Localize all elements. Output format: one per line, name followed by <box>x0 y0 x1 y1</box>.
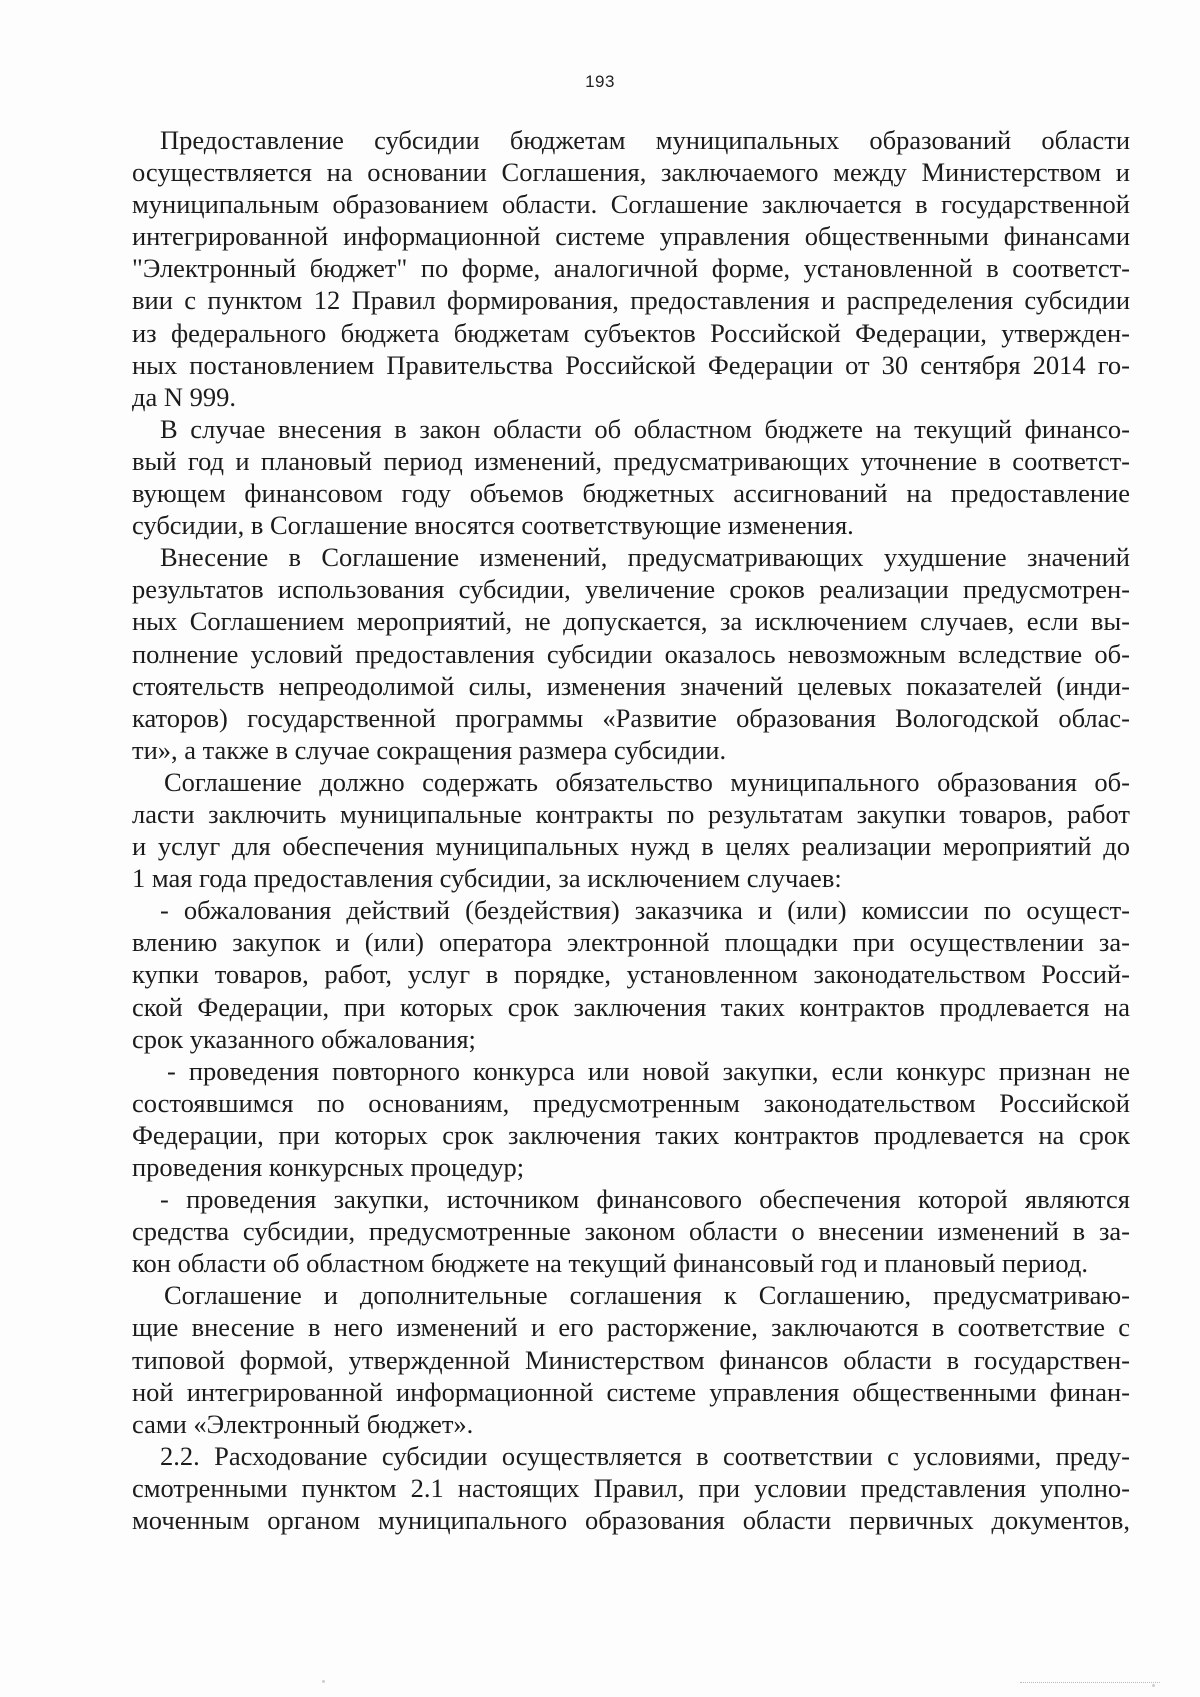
text-line: - обжалования действий (бездействия) заказчика и (или) комиссии по осущест- <box>160 895 1130 926</box>
body-text <box>132 124 1130 1536</box>
text-line: "Электронный бюджет" по форме, аналогичной форме, установленной в соответст- <box>132 253 1130 284</box>
text-line: вии с пунктом 12 Правил формирования, предоставления и распределения субсидии <box>132 285 1130 316</box>
text-line: влению закупок и (или) оператора электронной площадки при осуществлении за- <box>132 927 1130 958</box>
text-line: 2.2. Расходование субсидии осуществляется в соответствии с условиями, преду- <box>160 1440 1130 1471</box>
text-line: сами «Электронный бюджет». <box>132 1408 474 1439</box>
text-line: - проведения закупки, источником финансового обеспечения которой являются <box>160 1184 1130 1215</box>
text-line: щие внесение в него изменений и его расторжение, заключаются в соответствие с <box>132 1312 1130 1343</box>
text-line: проведения конкурсных процедур; <box>132 1152 525 1182</box>
text-line: ных Соглашением мероприятий, не допускается, за исключением случаев, если вы- <box>132 606 1130 637</box>
text-line: результатов использования субсидии, увеличение сроков реализации предусмотрен- <box>132 574 1130 605</box>
text-line: средства субсидии, предусмотренные законом области о внесении изменений в за- <box>132 1216 1130 1247</box>
text-line: кон области об областном бюджете на текущий финансовый год и плановый период. <box>132 1248 1088 1279</box>
text-line: ной интегрированной информационной системе управления общественными финан- <box>132 1376 1130 1407</box>
text-line: Внесение в Соглашение изменений, предусматривающих ухудшение значений <box>160 542 1130 573</box>
text-line: Федерации, при которых срок заключения таких контрактов продлевается на срок <box>132 1119 1130 1150</box>
text-line: из федерального бюджета бюджетам субъектов Российской Федерации, утвержден- <box>132 317 1130 348</box>
text-line: Соглашение должно содержать обязательство муниципального образования об- <box>164 766 1130 797</box>
text-line: моченным органом муниципального образования области первичных документов, <box>132 1505 1130 1536</box>
text-line: ти», а также в случае сокращения размера субсидии. <box>132 734 727 765</box>
text-line: осуществляется на основании Соглашения, заключаемого между Министерством и <box>132 157 1130 188</box>
text-line: типовой формой, утвержденной Министерством финансов области в государствен- <box>132 1344 1130 1375</box>
text-line: ных постановлением Правительства Российской Федерации от 30 сентября 2014 го- <box>132 349 1130 380</box>
text-line: стоятельств непреодолимой силы, изменения значений целевых показателей (инди- <box>132 670 1130 701</box>
text-line: Предоставление субсидии бюджетам муниципальных образований области <box>160 125 1130 155</box>
text-line: В случае внесения в закон области об областном бюджете на текущий финансо- <box>160 413 1130 444</box>
text-line: ской Федерации, при которых срок заключения таких контрактов продлевается на <box>132 991 1130 1022</box>
text-line: каторов) государственной программы «Развитие образования Вологодской облас- <box>132 702 1130 733</box>
text-line: купки товаров, работ, услуг в порядке, установленном законодательством Россий- <box>132 959 1130 990</box>
page-number: 193 <box>585 72 615 91</box>
scan-artifact <box>1152 1684 1155 1687</box>
text-line: - проведения повторного конкурса или новой закупки, если конкурс признан не <box>167 1055 1130 1086</box>
text-line: полнение условий предоставления субсидии оказалось невозможным вследствие об- <box>132 638 1130 669</box>
text-line: и услуг для обеспечения муниципальных нужд в целях реализации мероприятий до <box>132 831 1130 862</box>
text-line: Соглашение и дополнительные соглашения к Соглашению, предусматриваю- <box>164 1280 1130 1311</box>
scan-artifact <box>322 1680 325 1683</box>
text-line: интегрированной информационной системе управления общественными финансами <box>132 221 1130 252</box>
text-line: 1 мая года предоставления субсидии, за исключением случаев: <box>132 863 842 894</box>
scan-artifact <box>1020 1682 1160 1689</box>
text-line: вующем финансовом году объемов бюджетных ассигнований на предоставление <box>132 478 1130 509</box>
text-line: срок указанного обжалования; <box>132 1023 476 1054</box>
text-line: да N 999. <box>132 381 237 412</box>
text-line: вый год и плановый период изменений, предусматривающих уточнение в соответст- <box>132 445 1130 476</box>
text-line: состоявшимся по основаниям, предусмотренным законодательством Российской <box>132 1087 1130 1118</box>
text-line: смотренными пунктом 2.1 настоящих Правил, при условии представления уполно- <box>132 1472 1130 1503</box>
text-line: муниципальным образованием области. Соглашение заключается в государственной <box>132 189 1130 220</box>
text-line: субсидии, в Соглашение вносятся соответствующие изменения. <box>132 510 854 541</box>
text-line: ласти заключить муниципальные контракты по результатам закупки товаров, работ <box>132 798 1130 829</box>
